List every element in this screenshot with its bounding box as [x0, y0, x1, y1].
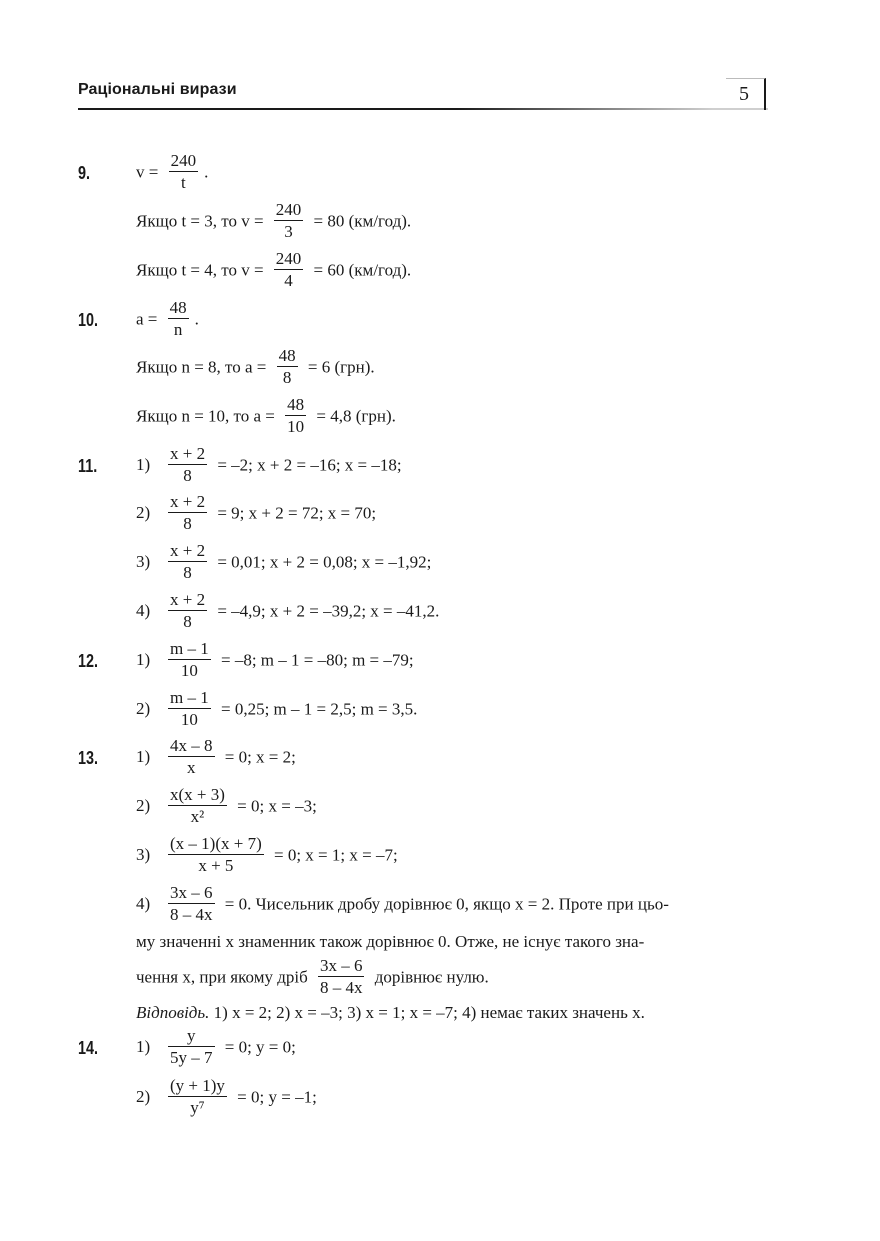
numerator: y [168, 1025, 215, 1047]
numerator: (x – 1)(x + 7) [168, 833, 264, 855]
denominator: 8 – 4x [170, 905, 213, 925]
denominator: 3 [284, 222, 293, 242]
formula-prefix: Якщо n = 8, то a = [136, 357, 271, 377]
denominator: t [180, 173, 186, 193]
formula-line [136, 955, 489, 999]
numerator: 3x – 6 [168, 882, 215, 904]
denominator: 4 [284, 271, 293, 291]
numerator: 3x – 6 [318, 955, 365, 977]
formula-suffix: = 0; x = –3; [232, 796, 317, 816]
formula-line [136, 784, 317, 828]
formula-line [136, 882, 669, 926]
header-rule [78, 108, 768, 110]
item-label: 2) [136, 503, 151, 523]
fraction [168, 1075, 227, 1119]
formula-suffix: = 0; x = 1; x = –7; [269, 845, 398, 865]
formula-line [136, 735, 296, 779]
fraction [168, 443, 207, 487]
formula-suffix: = –4,9; x + 2 = –39,2; x = –41,2. [213, 601, 440, 621]
formula-suffix: = 6 (грн). [303, 357, 375, 377]
problem-number: 12. [78, 651, 99, 671]
denominator: n [173, 320, 183, 340]
formula-line [136, 491, 376, 535]
formula-line [136, 297, 199, 341]
fraction [168, 735, 215, 779]
denominator: 10 [287, 417, 305, 437]
numerator: 48 [277, 345, 298, 367]
numerator: x + 2 [168, 443, 207, 465]
numerator: 240 [274, 199, 304, 221]
item-label: 2) [136, 699, 151, 719]
formula-line [136, 589, 439, 633]
numerator: (y + 1)y [168, 1075, 227, 1097]
fraction [168, 833, 264, 877]
item-label: 1) [136, 455, 151, 475]
denominator: x + 5 [198, 856, 234, 876]
problem-number: 11. [78, 456, 98, 476]
formula-line [136, 638, 414, 682]
formula-prefix: Якщо n = 10, то a = [136, 406, 280, 426]
item-label: 4) [136, 601, 151, 621]
formula-line [136, 248, 411, 292]
denominator: 10 [180, 710, 198, 730]
formula-line [136, 687, 417, 731]
formula-prefix: Якщо t = 4, то v = [136, 260, 268, 280]
numerator: x + 2 [168, 540, 207, 562]
problem-number: 10. [78, 310, 99, 330]
answer-line [136, 1004, 645, 1021]
formula-line [136, 443, 402, 487]
denominator: x [187, 758, 196, 778]
formula-line [136, 394, 396, 438]
formula-prefix: Якщо t = 3, то v = [136, 211, 268, 231]
denominator: 8 [183, 563, 192, 583]
fraction [168, 540, 207, 584]
item-label: 2) [136, 796, 151, 816]
formula-line [136, 345, 375, 389]
fraction [274, 248, 304, 292]
formula-suffix: = 9; x + 2 = 72; x = 70; [213, 503, 377, 523]
numerator: 240 [274, 248, 304, 270]
denominator: y⁷ [190, 1098, 205, 1118]
fraction [285, 394, 306, 438]
fraction [168, 687, 211, 731]
item-label: 3) [136, 845, 151, 865]
denominator: 8 [183, 612, 192, 632]
formula-suffix: = 0,25; m – 1 = 2,5; m = 3,5. [216, 699, 418, 719]
formula-suffix: = –8; m – 1 = –80; m = –79; [216, 650, 414, 670]
formula-suffix: дорівнює нулю. [370, 967, 489, 987]
formula-suffix: = 0. Чисельник дробу дорівнює 0, якщо x = 2. Проте при цьо- [220, 894, 669, 914]
formula-suffix: = 0,01; x + 2 = 0,08; x = –1,92; [213, 552, 432, 572]
formula-suffix: = –2; x + 2 = –16; x = –18; [213, 455, 402, 475]
numerator: m – 1 [168, 687, 211, 709]
item-label: 1) [136, 747, 151, 767]
formula-suffix: = 0; x = 2; [220, 747, 296, 767]
fraction [168, 638, 211, 682]
numerator: x + 2 [168, 491, 207, 513]
item-label: 3) [136, 552, 151, 572]
fraction [169, 150, 199, 194]
denominator: 8 [282, 368, 292, 388]
formula-line [136, 199, 411, 243]
numerator: x(x + 3) [168, 784, 227, 806]
formula-line [136, 833, 398, 877]
denominator: 8 [183, 466, 192, 486]
formula-prefix: v = [136, 162, 163, 182]
formula-suffix: = 60 (км/год). [309, 260, 412, 280]
numerator: 48 [168, 297, 189, 319]
denominator: 10 [180, 661, 198, 681]
fraction [168, 882, 215, 926]
page-number: 5 [739, 83, 749, 105]
chapter-title: Раціональні вирази [78, 81, 237, 98]
fraction [168, 297, 189, 341]
formula-suffix: = 0; y = –1; [232, 1087, 317, 1107]
formula-line [136, 150, 208, 194]
fraction [318, 955, 365, 999]
denominator: 8 – 4x [319, 978, 363, 998]
formula-line [136, 1025, 296, 1069]
fraction [277, 345, 298, 389]
fraction [168, 1025, 215, 1069]
denominator: x² [190, 807, 205, 827]
formula-prefix: чення x, при якому дріб [136, 967, 312, 987]
numerator: 48 [285, 394, 306, 416]
problem-number: 14. [78, 1038, 99, 1058]
formula-line [136, 1075, 317, 1119]
item-label: 4) [136, 894, 151, 914]
formula-suffix: . [194, 309, 199, 329]
fraction [168, 784, 227, 828]
item-label: 1) [136, 1037, 151, 1057]
formula-suffix: = 80 (км/год). [309, 211, 412, 231]
fraction [168, 589, 207, 633]
formula-suffix: = 0; y = 0; [220, 1037, 296, 1057]
fraction [274, 199, 304, 243]
denominator: 8 [183, 514, 192, 534]
formula-suffix: = 4,8 (грн). [312, 406, 396, 426]
item-label: 2) [136, 1087, 151, 1107]
numerator: m – 1 [168, 638, 211, 660]
answer-text: 1) x = 2; 2) x = –3; 3) x = 1; x = –7; 4) немає таких значень x. [209, 1003, 645, 1022]
numerator: x + 2 [168, 589, 207, 611]
denominator: 5y – 7 [170, 1048, 213, 1068]
formula-prefix: a = [136, 309, 162, 329]
fraction [168, 491, 207, 535]
problem-number: 13. [78, 748, 99, 768]
numerator: 240 [169, 150, 199, 172]
continuation-line: му значенні x знаменник також дорівнює 0. Отже, не існує такого зна- [136, 932, 645, 951]
formula-line [136, 540, 431, 584]
numerator: 4x – 8 [168, 735, 215, 757]
formula-suffix: . [204, 162, 209, 182]
problem-number: 9. [78, 163, 91, 183]
answer-label: Відповідь. [136, 1003, 210, 1022]
item-label: 1) [136, 650, 151, 670]
